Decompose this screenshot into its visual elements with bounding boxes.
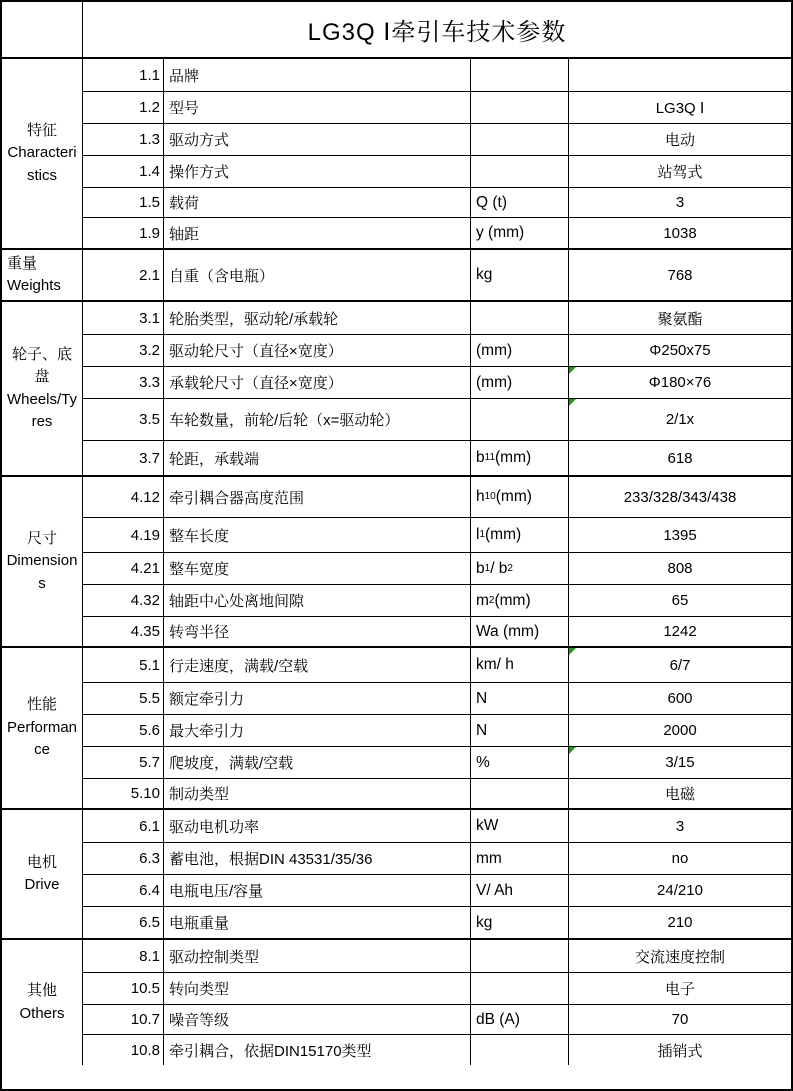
category-label-zh: 其他 xyxy=(26,982,57,999)
category-label-zh: 电机 xyxy=(26,853,57,871)
unit-cell: (mm) xyxy=(471,335,569,366)
table-row xyxy=(83,874,791,906)
row-number-cell: 3.1 xyxy=(83,302,164,334)
unit-cell xyxy=(471,779,569,808)
unit-cell xyxy=(471,302,569,334)
table-row xyxy=(83,517,791,552)
category-label-en: Performance xyxy=(6,718,78,759)
table-row xyxy=(83,123,791,155)
row-number-cell: 1.1 xyxy=(83,59,164,91)
unit-text: / b xyxy=(490,559,508,577)
category-label-en: Others xyxy=(19,1004,65,1022)
value-cell: 6/7 xyxy=(569,648,791,682)
category-cell xyxy=(2,59,83,248)
value-cell: 电动 xyxy=(664,132,695,149)
spec-label-cell: 整车宽度 xyxy=(164,553,471,584)
value-cell: Φ250x75 xyxy=(649,342,711,359)
unit-cell xyxy=(471,399,569,440)
table-row xyxy=(83,906,791,938)
category-label-en: Dimensions xyxy=(6,552,78,592)
error-indicator-icon xyxy=(569,399,576,406)
spec-label-cell: 噪音等级 xyxy=(164,1005,471,1034)
row-number-cell: 6.1 xyxy=(83,810,164,842)
unit-cell: kg xyxy=(471,250,569,300)
spec-label-cell: 操作方式 xyxy=(164,156,471,187)
spec-label-cell: 轮胎类型，驱动轮/承载轮 xyxy=(164,302,471,334)
spec-label-cell: 电瓶电压/容量 xyxy=(164,875,471,906)
value-cell: 站驾式 xyxy=(657,164,703,181)
value-cell: 电子 xyxy=(664,981,695,998)
value-cell: 808 xyxy=(667,560,693,577)
row-number-cell: 3.2 xyxy=(83,335,164,366)
row-number-cell: 1.4 xyxy=(83,156,164,187)
table-row xyxy=(83,746,791,778)
spec-label-cell: 制动类型 xyxy=(164,779,471,808)
table-row xyxy=(83,940,791,972)
row-number-cell: 10.8 xyxy=(83,1035,164,1065)
value-cell: 24/210 xyxy=(657,882,703,899)
unit-cell: kW xyxy=(471,810,569,842)
row-number-cell: 4.21 xyxy=(83,553,164,584)
row-number-cell: 4.19 xyxy=(83,518,164,552)
row-number-cell: 10.5 xyxy=(83,973,164,1004)
value-cell xyxy=(569,59,791,91)
unit-text: l xyxy=(476,526,480,543)
spec-label-cell: 轴距 xyxy=(164,218,471,248)
table-row xyxy=(83,552,791,584)
unit-cell: b 11 (mm) xyxy=(471,441,569,475)
row-number-cell: 3.7 xyxy=(83,441,164,475)
unit-cell xyxy=(471,1035,569,1065)
unit-cell: Q (t) xyxy=(471,188,569,217)
spec-label-cell: 爬坡度，满载/空载 xyxy=(164,747,471,778)
table-row xyxy=(83,1034,791,1065)
value-cell: 交流速度控制 xyxy=(634,948,725,966)
value-cell: 600 xyxy=(667,690,693,707)
table-body xyxy=(2,59,791,1065)
category-cell xyxy=(2,477,83,646)
category-cell xyxy=(2,940,83,1065)
spec-label-cell: 最大牵引力 xyxy=(164,715,471,746)
value-cell: 2000 xyxy=(663,722,697,739)
spec-label-cell: 额定牵引力 xyxy=(164,683,471,714)
row-number-cell: 6.3 xyxy=(83,843,164,874)
spec-label-cell: 电瓶重量 xyxy=(164,907,471,938)
unit-cell: y (mm) xyxy=(471,218,569,248)
unit-cell xyxy=(471,59,569,91)
spec-label-cell: 驱动电机功率 xyxy=(164,810,471,842)
value-cell: 768 xyxy=(667,266,693,284)
spec-label-cell: 轴距中心处离地间隙 xyxy=(164,585,471,616)
unit-text: (mm) xyxy=(485,526,522,543)
table-row xyxy=(83,682,791,714)
spec-label-cell: 驱动轮尺寸（直径×宽度） xyxy=(164,335,471,366)
unit-cell xyxy=(471,92,569,123)
table-row xyxy=(83,398,791,440)
table-row xyxy=(83,217,791,248)
value-cell: 1395 xyxy=(663,526,697,544)
category-cell xyxy=(2,302,83,475)
row-number-cell: 5.7 xyxy=(83,747,164,778)
section-dimensions xyxy=(2,475,791,646)
error-indicator-icon xyxy=(569,367,576,374)
spec-label-cell: 蓄电池，根据DIN 43531/35/36 xyxy=(164,843,471,874)
unit-text: (mm) xyxy=(494,591,531,609)
spec-label-cell: 自重（含电瓶） xyxy=(164,250,471,300)
spec-label-cell: 牵引耦合，依据DIN15170类型 xyxy=(164,1035,471,1065)
unit-cell: h 10 (mm) xyxy=(471,477,569,517)
value-cell: LG3Q Ⅰ xyxy=(655,99,705,117)
category-label-en: Weights xyxy=(7,277,61,294)
value-cell: 3/15 xyxy=(569,747,791,778)
value-cell: 插销式 xyxy=(657,1042,703,1060)
unit-cell: (mm) xyxy=(471,367,569,398)
unit-text: b xyxy=(476,449,485,466)
table-row xyxy=(83,302,791,334)
table-row xyxy=(83,1004,791,1034)
unit-cell xyxy=(471,124,569,155)
row-number-cell: 1.2 xyxy=(83,92,164,123)
category-cell xyxy=(2,648,83,808)
row-number-cell: 1.5 xyxy=(83,188,164,217)
row-number-cell: 5.6 xyxy=(83,715,164,746)
spec-label-cell: 行走速度，满载/空载 xyxy=(164,648,471,682)
corner-cell xyxy=(2,2,83,57)
spec-label-cell: 牵引耦合器高度范围 xyxy=(164,477,471,517)
spec-label-cell: 承载轮尺寸（直径×宽度） xyxy=(164,367,471,398)
category-label-en: Characteristics xyxy=(7,144,77,184)
section-characteristics xyxy=(2,59,791,248)
table-row xyxy=(83,477,791,517)
table-row xyxy=(83,91,791,123)
value-cell: 2/1x xyxy=(569,399,791,440)
row-number-cell: 3.3 xyxy=(83,367,164,398)
value-cell: 618 xyxy=(667,449,693,467)
table-row xyxy=(83,155,791,187)
spec-label-cell: 品牌 xyxy=(164,59,471,91)
row-number-cell: 5.5 xyxy=(83,683,164,714)
row-number-cell: 3.5 xyxy=(83,399,164,440)
value-cell: 1242 xyxy=(663,623,697,640)
row-number-cell: 8.1 xyxy=(83,940,164,972)
value-cell: 3 xyxy=(675,194,685,211)
category-cell xyxy=(2,810,83,938)
section-performance xyxy=(2,646,791,808)
category-label-zh: 重量 xyxy=(7,254,38,272)
table-row xyxy=(83,334,791,366)
spec-label-cell: 整车长度 xyxy=(164,518,471,552)
table-row xyxy=(83,584,791,616)
row-number-cell: 10.7 xyxy=(83,1005,164,1034)
unit-text: m xyxy=(476,591,489,609)
spec-label-cell: 转向类型 xyxy=(164,973,471,1004)
section-weights xyxy=(2,248,791,300)
error-indicator-icon xyxy=(569,747,576,754)
error-indicator-icon xyxy=(569,648,576,655)
unit-cell: N xyxy=(471,683,569,714)
row-number-cell: 5.1 xyxy=(83,648,164,682)
row-number-cell: 4.12 xyxy=(83,477,164,517)
table-row xyxy=(83,714,791,746)
unit-cell: dB (A) xyxy=(471,1005,569,1034)
unit-cell: V/ Ah xyxy=(471,875,569,906)
spec-label-cell: 转弯半径 xyxy=(164,617,471,646)
spec-label-cell: 轮距，承载端 xyxy=(164,441,471,475)
unit-cell: N xyxy=(471,715,569,746)
title-row xyxy=(2,2,791,59)
spec-label-cell: 载荷 xyxy=(164,188,471,217)
spec-label-cell: 驱动控制类型 xyxy=(164,940,471,972)
unit-text: h xyxy=(476,488,485,505)
table-row xyxy=(83,842,791,874)
spec-label-cell: 车轮数量，前轮/后轮（x=驱动轮） xyxy=(164,399,471,440)
table-row xyxy=(83,187,791,217)
category-label-zh: 轮子、底盘 xyxy=(11,345,72,385)
unit-cell: l 1 (mm) xyxy=(471,518,569,552)
value-cell: 聚氨酯 xyxy=(657,310,703,328)
row-number-cell: 2.1 xyxy=(83,250,164,300)
unit-cell xyxy=(471,973,569,1004)
unit-cell xyxy=(471,156,569,187)
spec-label-cell: 驱动方式 xyxy=(164,124,471,155)
table-row xyxy=(83,648,791,682)
table-row xyxy=(83,972,791,1004)
row-number-cell: 6.5 xyxy=(83,907,164,938)
section-others xyxy=(2,938,791,1065)
spec-label-cell: 型号 xyxy=(164,92,471,123)
table-row xyxy=(83,59,791,91)
category-label-zh: 性能 xyxy=(26,696,57,714)
section-drive xyxy=(2,808,791,938)
table-row xyxy=(83,778,791,808)
row-number-cell: 4.32 xyxy=(83,585,164,616)
row-number-cell: 1.3 xyxy=(83,124,164,155)
table-row xyxy=(83,250,791,300)
unit-cell: b 1 / b 2 xyxy=(471,553,569,584)
unit-cell: % xyxy=(471,747,569,778)
table-row xyxy=(83,440,791,475)
unit-text: (mm) xyxy=(495,488,532,505)
unit-text: (mm) xyxy=(495,449,532,466)
unit-cell: mm xyxy=(471,843,569,874)
unit-text: b xyxy=(476,559,485,577)
category-label-en: Drive xyxy=(24,876,60,893)
table-row xyxy=(83,616,791,646)
value-cell: 233/328/343/438 xyxy=(623,488,737,506)
category-cell xyxy=(2,250,83,300)
value-cell: 210 xyxy=(667,914,693,931)
value-cell: 电磁 xyxy=(664,786,695,803)
value-cell: Φ180×76 xyxy=(569,367,791,398)
category-label-en: Wheels/Tyres xyxy=(6,390,78,430)
value-cell: 1038 xyxy=(663,224,697,242)
row-number-cell: 1.9 xyxy=(83,218,164,248)
unit-cell: m 2 (mm) xyxy=(471,585,569,616)
value-cell: 65 xyxy=(671,592,689,609)
unit-cell: Wa (mm) xyxy=(471,617,569,646)
page-title: LG3Q Ⅰ牵引车技术参数 xyxy=(307,19,567,46)
value-cell: 3 xyxy=(675,817,685,835)
category-label-zh: 特征 xyxy=(26,121,57,139)
table-row xyxy=(83,366,791,398)
unit-cell: kg xyxy=(471,907,569,938)
value-cell: 70 xyxy=(671,1011,689,1028)
value-cell: no xyxy=(671,850,689,867)
row-number-cell: 5.10 xyxy=(83,779,164,808)
unit-cell: km/ h xyxy=(471,648,569,682)
section-wheels-tyres xyxy=(2,300,791,475)
row-number-cell: 6.4 xyxy=(83,875,164,906)
unit-cell xyxy=(471,940,569,972)
row-number-cell: 4.35 xyxy=(83,617,164,646)
table-row xyxy=(83,810,791,842)
category-label-zh: 尺寸 xyxy=(26,529,57,547)
